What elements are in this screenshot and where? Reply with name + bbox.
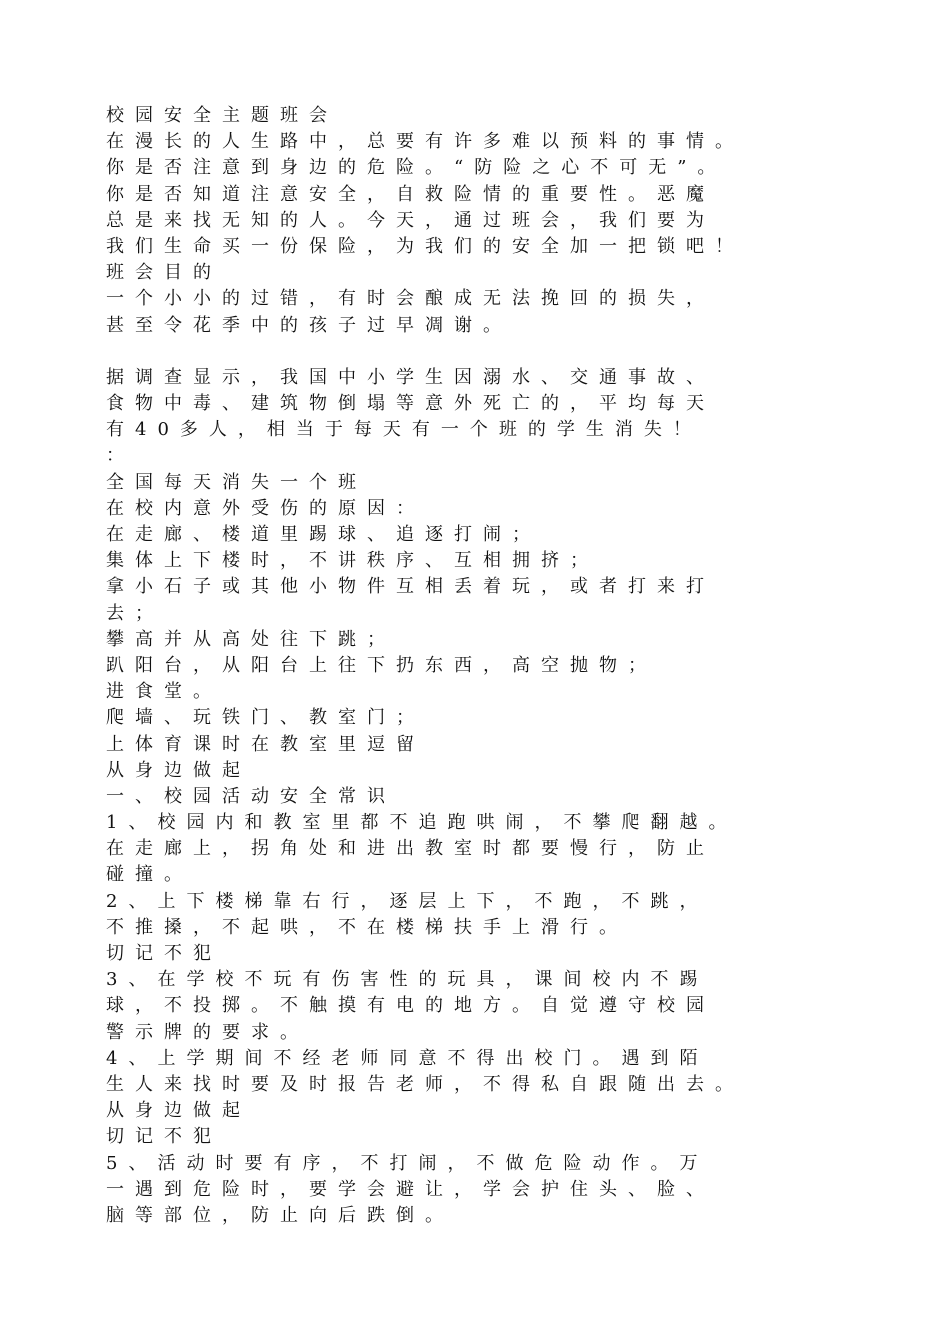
text-line: 趴阳台，从阳台上往下扔东西，高空抛物； [106, 654, 657, 676]
text-line: 脑等部位，防止向后跌倒。 [106, 1204, 454, 1226]
text-line: 爬墙、玩铁门、教室门； [106, 707, 425, 729]
section-heading: 班会目的 [106, 262, 222, 284]
text-line: 2、上下楼梯靠右行，逐层上下，不跑，不跳， [106, 890, 709, 912]
text-line: 碰撞。 [106, 864, 193, 886]
section-heading: 从身边做起 [106, 1100, 251, 1122]
section-heading: 从身边做起 [106, 759, 251, 781]
text-line: 在漫长的人生路中，总要有许多难以预料的事情。 [106, 131, 744, 153]
text-line: 去； [106, 602, 164, 624]
text-line: 食物中毒、建筑物倒塌等意外死亡的，平均每天 [106, 393, 715, 415]
text-line: 总是来找无知的人。今天，通过班会，我们要为 [106, 209, 715, 231]
text-line: 据调查显示，我国中小学生因溺水、交通事故、 [106, 366, 715, 388]
section-heading: 一、校园活动安全常识 [106, 785, 396, 807]
text-line: 一遇到危险时，要学会避让，学会护住头、脸、 [106, 1178, 715, 1200]
text-line: ： [106, 445, 135, 467]
text-line: 拿小石子或其他小物件互相丢着玩，或者打来打 [106, 576, 715, 598]
text-line: 甚至令花季中的孩子过早凋谢。 [106, 314, 512, 336]
text-line: 球，不投掷。不触摸有电的地方。自觉遵守校园 [106, 995, 715, 1017]
text-line: 你是否知道注意安全，自救险情的重要性。恶魔 [106, 183, 715, 205]
text-line: 集体上下楼时，不讲秩序、互相拥挤； [106, 550, 599, 572]
document-body [106, 103, 866, 1229]
text-line: 3、在学校不玩有伤害性的玩具，课间校内不踢 [106, 969, 709, 991]
text-line: 4、上学期间不经老师同意不得出校门。遇到陌 [106, 1047, 709, 1069]
text-line: 上体育课时在教室里逗留 [106, 733, 425, 755]
text-line: 攀高并从高处往下跳； [106, 628, 396, 650]
text-line: 在走廊、楼道里踢球、追逐打闹； [106, 524, 541, 545]
text-line: 在走廊上，拐角处和进出教室时都要慢行，防止 [106, 838, 715, 860]
text-line: 不推搡，不起哄，不在楼梯扶手上滑行。 [106, 916, 628, 938]
text-line: 你是否注意到身边的危险。“防险之心不可无”。 [106, 157, 727, 179]
text-line: 在校内意外受伤的原因： [106, 497, 425, 519]
text-line: 我们生命买一份保险，为我们的安全加一把锁吧！ [106, 235, 744, 257]
document-title: 校园安全主题班会 [106, 105, 338, 126]
text-line: 生人来找时要及时报告老师，不得私自跟随出去。 [106, 1073, 744, 1095]
text-line: 1、校园内和教室里都不追跑哄闹，不攀爬翻越。 [106, 812, 738, 834]
text-line: 有40多人，相当于每天有一个班的学生消失！ [106, 419, 702, 441]
blank-line [106, 339, 866, 365]
section-heading: 全国每天消失一个班 [106, 471, 367, 493]
text-line: 一个小小的过错，有时会酿成无法挽回的损失， [106, 288, 715, 310]
section-heading: 切记不犯 [106, 1126, 222, 1148]
text-line: 5、活动时要有序，不打闹，不做危险动作。万 [106, 1152, 709, 1174]
text-line: 警示牌的要求。 [106, 1021, 309, 1043]
text-line: 进食堂。 [106, 681, 222, 703]
section-heading: 切记不犯 [106, 943, 222, 964]
